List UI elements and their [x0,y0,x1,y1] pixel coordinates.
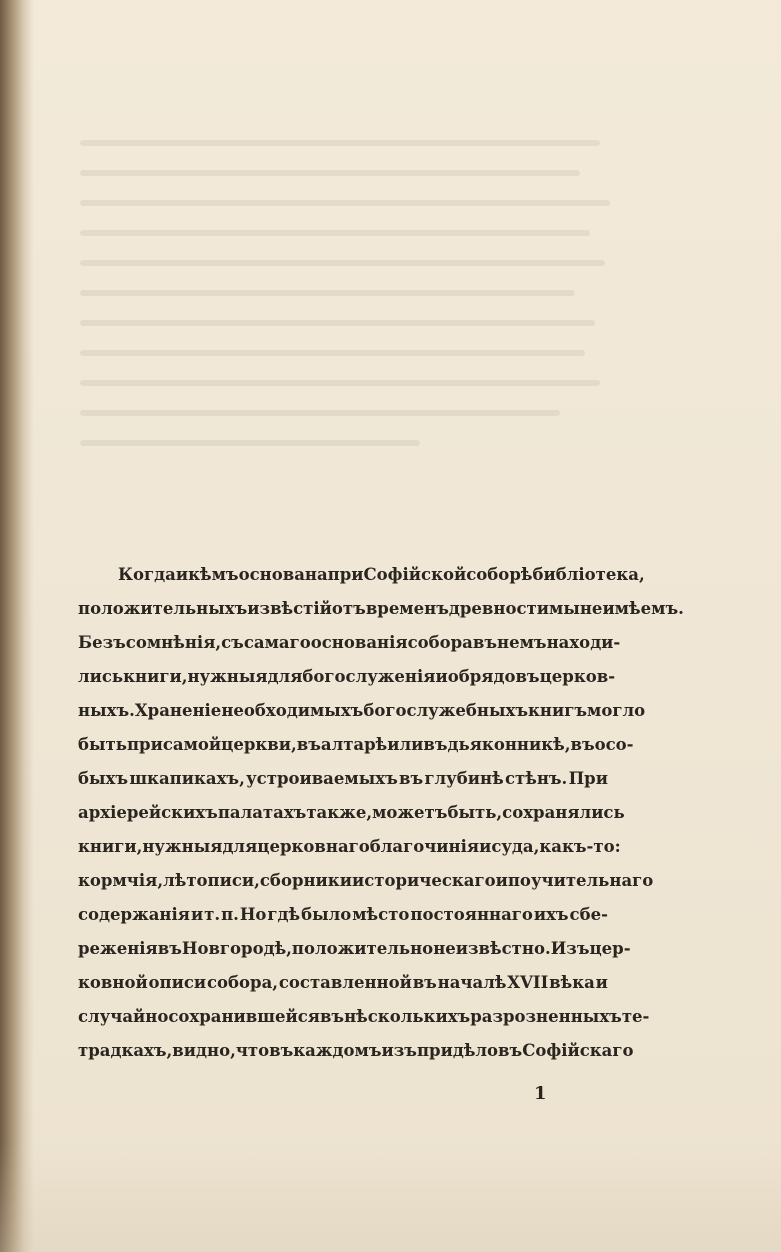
body-text [78,558,684,1068]
text-line: быть при самой церкви, въ алтарѣ или въ дьяконникѣ, въ осо- [78,735,634,754]
text-line: Когда и кѣмъ основана при Софійской соборѣ библіотека, [118,565,645,584]
book-spine-shadow [0,0,34,1252]
text-line: ковной описи собора, составленной въ началѣ XVII вѣка и [78,973,608,992]
text-line: книги, нужныя для церковнаго благочинія и суда, какъ-то: [78,837,621,856]
text-line: ныхъ. Храненіе необходимыхъ богослужебныхъ книгъ могло [78,701,646,720]
page-number: 1 [534,1083,547,1104]
page-bottom-edge [0,1142,781,1252]
text-line: быхъ шкапикахъ, устроиваемыхъ въ глубинѣ стѣнъ. При [78,769,608,788]
text-line: реженія въ Новгородѣ, положительно неизвѣстно. Изъ цер- [78,939,631,958]
text-line: положительныхъ извѣстій отъ временъ древности мы не имѣемъ. [78,599,684,618]
text-line: содержанія и т. п. Но гдѣ было мѣсто постояннаго ихъ сбе- [78,905,608,924]
text-line: Безъ сомнѣнія, съ самаго основанія собора въ немъ находи- [78,633,621,652]
show-through-text [80,140,620,530]
text-line: традкахъ, видно, что въ каждомъ изъ придѣловъ Софійскаго [78,1041,634,1060]
text-line: лись книги, нужныя для богослуженія и обрядовъ церков- [78,667,616,686]
text-line: кормчія, лѣтописи, сборники историческаго и поучительнаго [78,871,654,890]
text-line: случайно сохранившейся въ нѣсколькихъ разрозненныхъ те- [78,1007,650,1026]
text-line: архіерейскихъ палатахъ также, можетъ быть, сохранялись [78,803,625,822]
